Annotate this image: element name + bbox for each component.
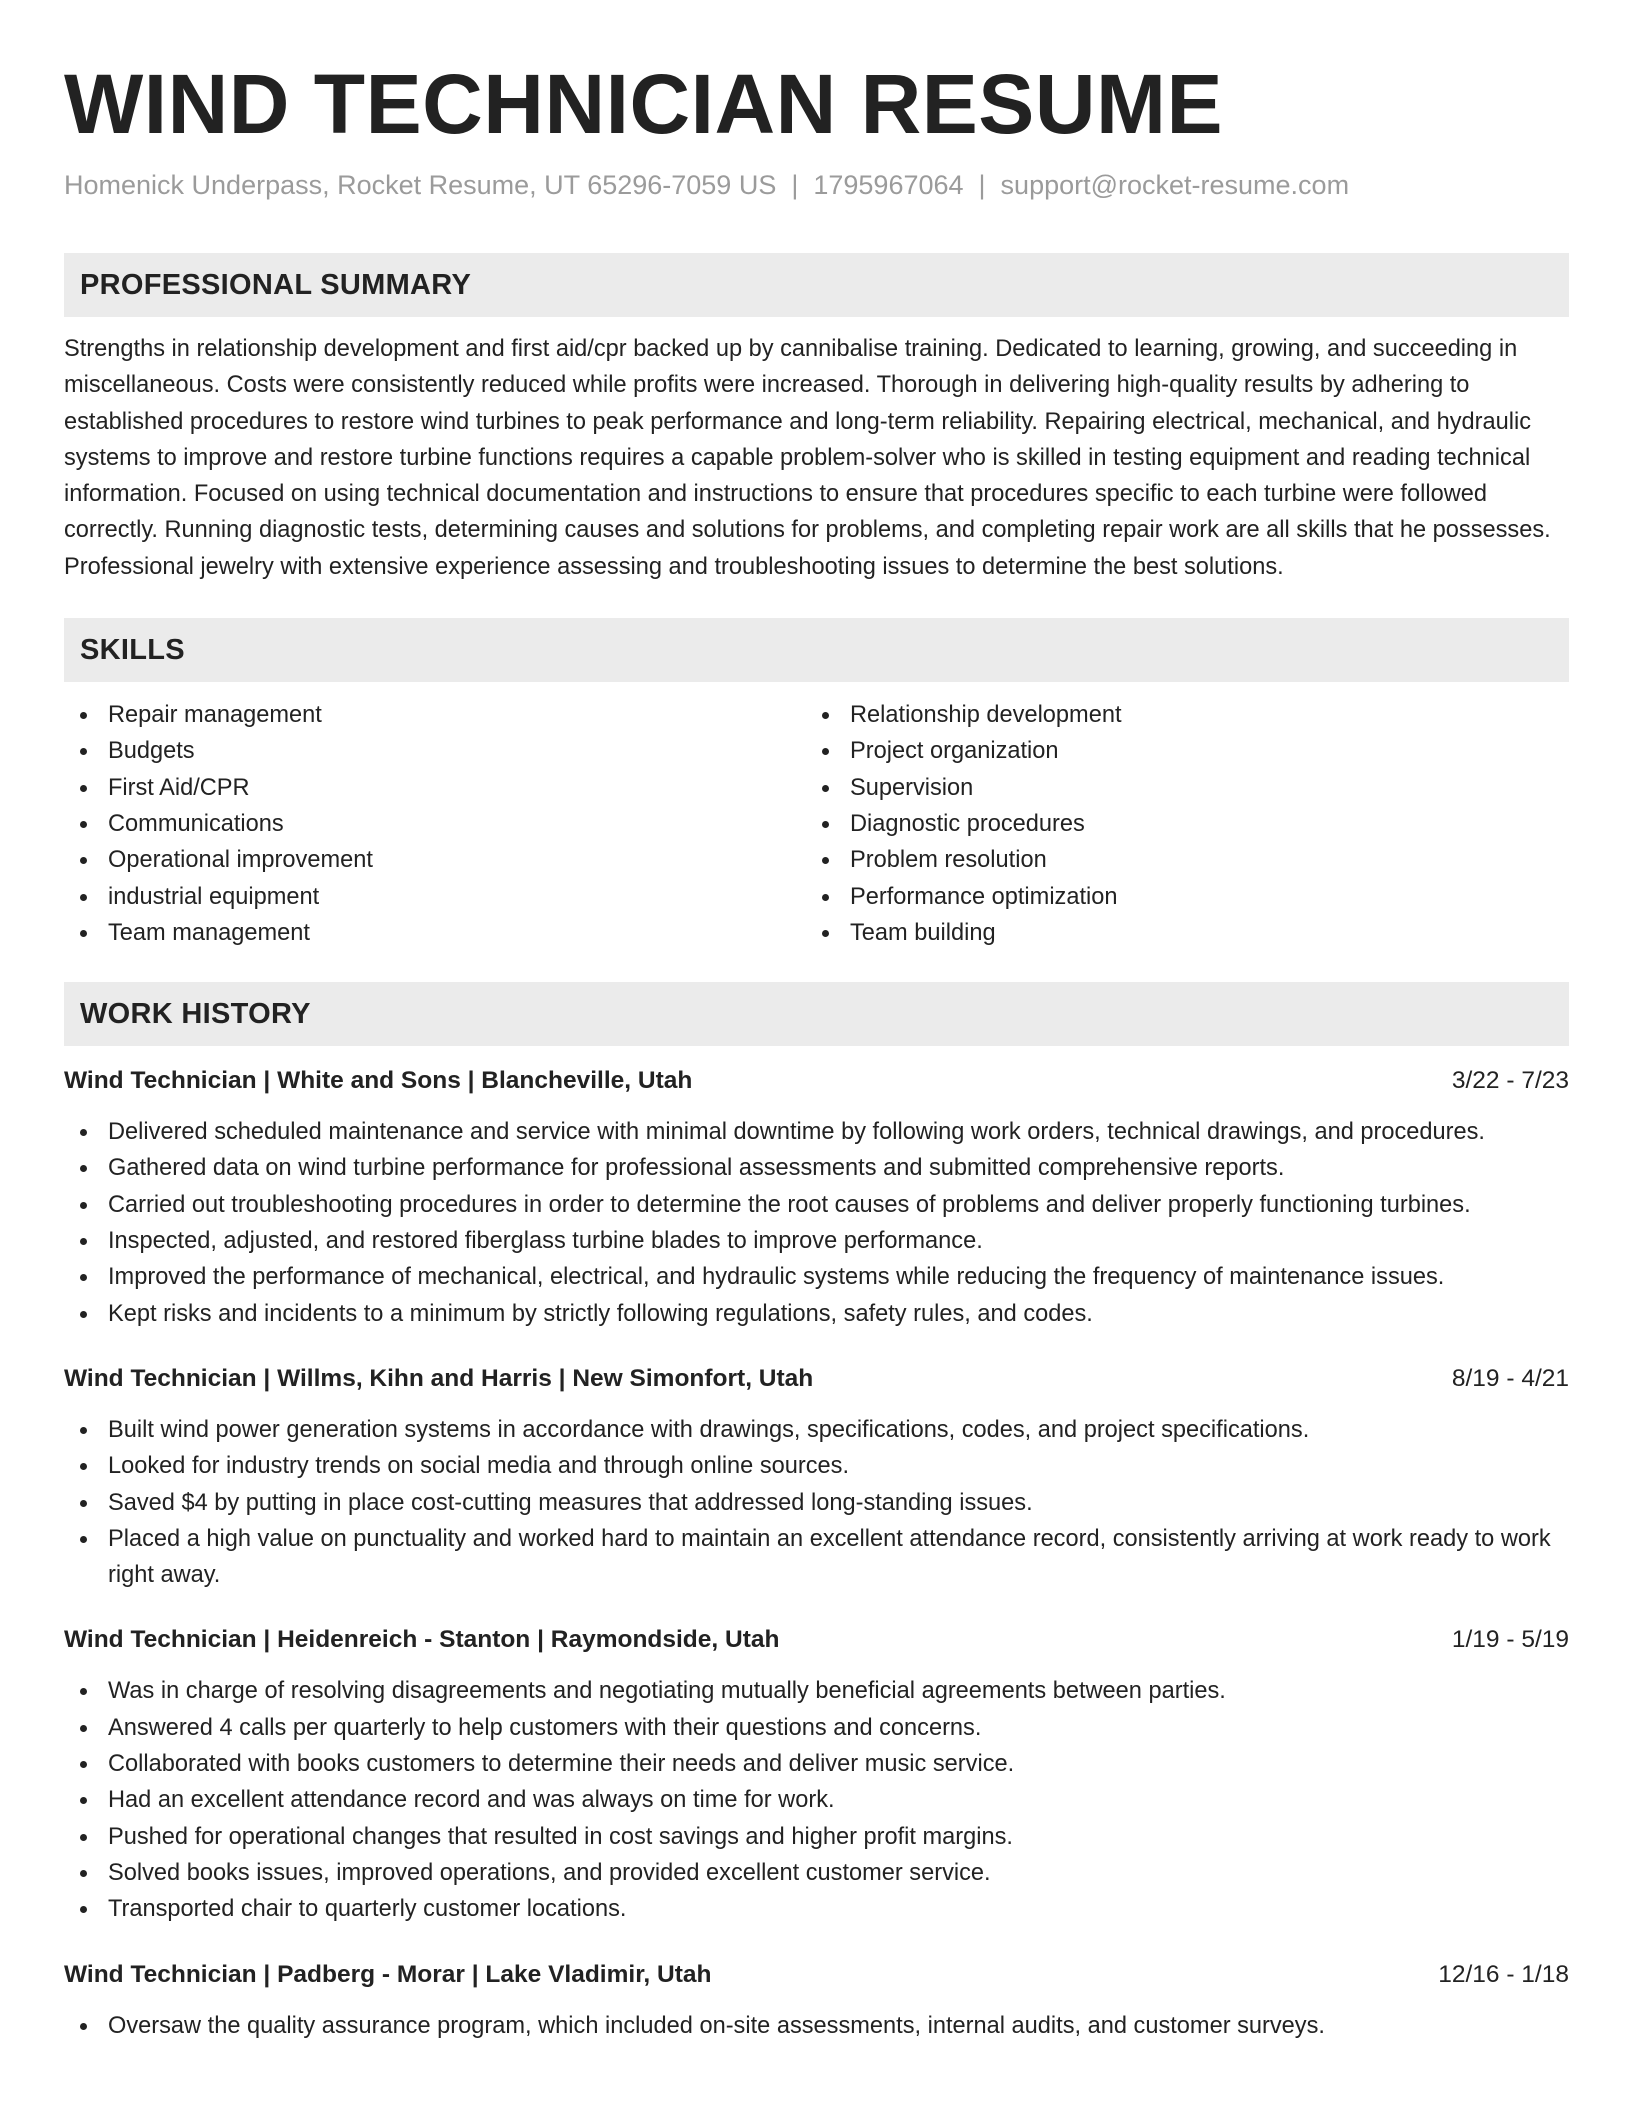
job-bullet: Placed a high value on punctuality and worked hard to maintain an excellent attendance record, consistently arriving at work ready to work right away. xyxy=(64,1521,1569,1594)
job-bullet: Answered 4 calls per quarterly to help customers with their questions and concerns. xyxy=(64,1710,1569,1746)
job-title: Wind Technician | White and Sons | Blancheville, Utah xyxy=(64,1067,693,1095)
job-bullet: Gathered data on wind turbine performance for professional assessments and submitted comprehensive reports. xyxy=(64,1150,1569,1186)
skills-column-left xyxy=(64,697,806,951)
job-entry xyxy=(64,1063,1569,1332)
contact-separator: | xyxy=(791,170,799,200)
job-bullet: Solved books issues, improved operations, and provided excellent customer service. xyxy=(64,1855,1569,1891)
work-history-section xyxy=(64,982,1569,2044)
skill-item: Project organization xyxy=(806,733,1569,769)
job-bullet: Had an excellent attendance record and was always on time for work. xyxy=(64,1782,1569,1818)
resume-title: WIND TECHNICIAN RESUME xyxy=(64,57,1223,151)
job-entry xyxy=(64,1957,1569,2044)
skill-item: Supervision xyxy=(806,770,1569,806)
skill-item: First Aid/CPR xyxy=(64,770,806,806)
section-heading-summary: PROFESSIONAL SUMMARY xyxy=(64,253,1569,317)
job-header xyxy=(64,1063,1569,1099)
job-header xyxy=(64,1622,1569,1658)
job-bullet-list xyxy=(64,1673,1569,1927)
job-bullet-list xyxy=(64,2008,1569,2044)
job-entry xyxy=(64,1622,1569,1927)
job-bullet: Inspected, adjusted, and restored fiberglass turbine blades to improve performance. xyxy=(64,1223,1569,1259)
job-bullet: Kept risks and incidents to a minimum by strictly following regulations, safety rules, and codes. xyxy=(64,1296,1569,1332)
job-bullet-list xyxy=(64,1114,1569,1332)
job-title: Wind Technician | Padberg - Morar | Lake Vladimir, Utah xyxy=(64,1960,712,1988)
job-title: Wind Technician | Willms, Kihn and Harris | New Simonfort, Utah xyxy=(64,1364,814,1392)
skill-item: Performance optimization xyxy=(806,879,1569,915)
job-dates: 8/19 - 4/21 xyxy=(1451,1364,1569,1392)
skills-section xyxy=(64,618,1569,951)
job-bullet: Transported chair to quarterly customer locations. xyxy=(64,1891,1569,1927)
skill-item: Communications xyxy=(64,806,806,842)
skill-item: Repair management xyxy=(64,697,806,733)
job-bullet: Delivered scheduled maintenance and service with minimal downtime by following work orders, technical drawings, and procedures. xyxy=(64,1114,1569,1150)
contact-separator: | xyxy=(978,170,986,200)
job-entry xyxy=(64,1361,1569,1593)
contact-email: support@rocket-resume.com xyxy=(1000,170,1350,200)
job-header xyxy=(64,1957,1569,1993)
job-bullet: Collaborated with books customers to determine their needs and deliver music service. xyxy=(64,1746,1569,1782)
professional-summary-section xyxy=(64,253,1569,585)
skill-item: Team management xyxy=(64,915,806,951)
job-bullet: Was in charge of resolving disagreements and negotiating mutually beneficial agreements between parties. xyxy=(64,1673,1569,1709)
skill-item: industrial equipment xyxy=(64,879,806,915)
job-list xyxy=(64,1063,1569,2044)
job-bullet: Oversaw the quality assurance program, which included on-site assessments, internal audits, and customer surveys. xyxy=(64,2008,1569,2044)
contact-phone: 1795967064 xyxy=(813,170,964,200)
job-dates: 12/16 - 1/18 xyxy=(1438,1960,1569,1988)
job-bullet: Pushed for operational changes that resulted in cost savings and higher profit margins. xyxy=(64,1819,1569,1855)
contact-line xyxy=(64,167,1569,203)
skill-item: Relationship development xyxy=(806,697,1569,733)
job-bullet: Built wind power generation systems in accordance with drawings, specifications, codes, and project specifications. xyxy=(64,1412,1569,1448)
job-dates: 3/22 - 7/23 xyxy=(1451,1067,1569,1095)
skills-column-right xyxy=(806,697,1569,951)
section-heading-skills: SKILLS xyxy=(64,618,1569,682)
summary-paragraph: Strengths in relationship development and first aid/cpr backed up by cannibalise training. Dedicated to learning, growing, and succeeding in miscellaneous. Costs were consistently reduced while profits were increased. Thorough in delivering high-quality results by adhering to established procedures to restore wind turbines to peak performance and long-term reliability. Repairing electrical, mechanical, and hydraulic systems to improve and restore turbine functions requires a capable problem-solver who is skilled in testing equipment and reading technical information. Focused on using technical documentation and instructions to ensure that procedures specific to each turbine were followed correctly. Running diagnostic tests, determining causes and solutions for problems, and completing repair work are all skills that he possesses. Professional jewelry with extensive experience assessing and troubleshooting issues to determine the best solutions. xyxy=(64,336,1551,580)
skill-item: Operational improvement xyxy=(64,842,806,878)
job-bullet: Carried out troubleshooting procedures in order to determine the root causes of problems and deliver properly functioning turbines. xyxy=(64,1187,1569,1223)
skills-grid xyxy=(64,697,1569,951)
skill-item: Budgets xyxy=(64,733,806,769)
skill-item: Diagnostic procedures xyxy=(806,806,1569,842)
job-dates: 1/19 - 5/19 xyxy=(1451,1626,1569,1654)
job-bullet: Looked for industry trends on social media and through online sources. xyxy=(64,1448,1569,1484)
job-title: Wind Technician | Heidenreich - Stanton | Raymondside, Utah xyxy=(64,1626,780,1654)
section-heading-work: WORK HISTORY xyxy=(64,982,1569,1046)
job-header xyxy=(64,1361,1569,1397)
skill-item: Team building xyxy=(806,915,1569,951)
job-bullet: Saved $4 by putting in place cost-cutting measures that addressed long-standing issues. xyxy=(64,1485,1569,1521)
contact-address: Homenick Underpass, Rocket Resume, UT 65296-7059 US xyxy=(64,170,777,200)
job-bullet: Improved the performance of mechanical, electrical, and hydraulic systems while reducing the frequency of maintenance issues. xyxy=(64,1259,1569,1295)
job-bullet-list xyxy=(64,1412,1569,1593)
skill-item: Problem resolution xyxy=(806,842,1569,878)
